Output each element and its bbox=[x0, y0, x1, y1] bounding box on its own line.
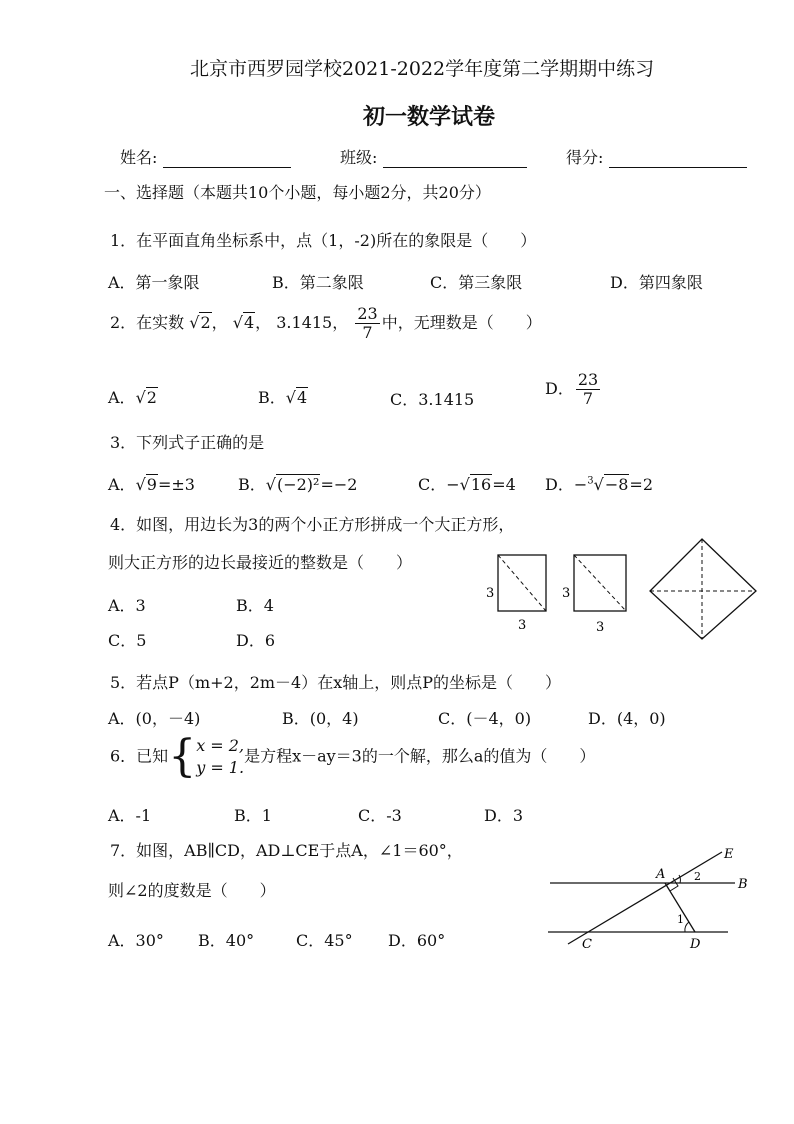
line-ce bbox=[568, 852, 722, 944]
name-blank bbox=[163, 149, 291, 168]
q5-option-d: D．(4，0) bbox=[588, 709, 666, 728]
q2-suffix: 中，无理数是（ ） bbox=[381, 313, 542, 332]
label-e: E bbox=[724, 847, 734, 862]
q4-side-label-2: 3 bbox=[518, 618, 527, 633]
q4-option-a: A．3 bbox=[108, 596, 146, 615]
q5-option-c: C．(－4，0) bbox=[438, 709, 532, 728]
q7-figure bbox=[540, 840, 780, 960]
q7-option-d: D．60° bbox=[388, 931, 446, 950]
small-square-2-diagonal bbox=[574, 555, 626, 611]
q7-line2: 则∠2的度数是（ ） bbox=[108, 881, 276, 900]
big-square bbox=[650, 539, 756, 639]
q5-stem: 5．若点P（m+2，2m－4）在x轴上，则点P的坐标是（ ） bbox=[110, 673, 562, 692]
q3-stem: 3．下列式子正确的是 bbox=[110, 433, 265, 452]
score-blank bbox=[609, 149, 747, 168]
label-c: C bbox=[582, 937, 592, 952]
class-field bbox=[340, 145, 527, 168]
q4-side-label-3: 3 bbox=[562, 586, 571, 601]
q3-option-d: D．−$^3$√−8=2 bbox=[545, 475, 654, 494]
q2-option-c: C．3.1415 bbox=[390, 390, 475, 409]
q1-stem: 1．在平面直角坐标系中，点（1，-2)所在的象限是（ ） bbox=[110, 231, 537, 250]
right-angle-mark bbox=[670, 878, 678, 891]
q6-stem bbox=[110, 731, 596, 782]
q6-option-d: D．3 bbox=[484, 806, 524, 825]
q3-option-b: B．√(−2)²=−2 bbox=[238, 475, 358, 494]
q6-option-c: C．-3 bbox=[358, 806, 402, 825]
q7-option-a: A．30° bbox=[108, 931, 164, 950]
exam-title: 初一数学试卷 bbox=[363, 104, 496, 130]
q2-sqrt-4: √4 bbox=[232, 313, 255, 332]
label-d: D bbox=[690, 937, 701, 952]
name-field bbox=[120, 145, 291, 168]
q7-option-c: C．45° bbox=[296, 931, 353, 950]
label-b: B bbox=[738, 877, 748, 892]
label-angle-1: 1 bbox=[677, 913, 684, 926]
q5-option-a: A．(0，－4) bbox=[108, 709, 201, 728]
small-square-1-diagonal bbox=[498, 555, 546, 611]
angle-1-arc bbox=[685, 922, 689, 932]
angle-2-arc bbox=[679, 875, 680, 883]
q6-prefix: 6．已知 bbox=[110, 746, 169, 766]
q3-option-a: A．√9=±3 bbox=[108, 475, 195, 494]
label-angle-2: 2 bbox=[694, 870, 701, 883]
q2-fraction: $\frac{23}{7}$ bbox=[357, 304, 378, 342]
label-a: A bbox=[656, 867, 666, 882]
q6-brace: { bbox=[168, 731, 197, 782]
q4-option-d: D．6 bbox=[236, 631, 276, 650]
q6-option-b: B．1 bbox=[234, 806, 272, 825]
section-heading: 一、选择题（本题共10个小题，每小题2分，共20分） bbox=[104, 183, 491, 202]
q4-line1: 4．如图，用边长为3的两个小正方形拼成一个大正方形， bbox=[110, 515, 515, 534]
q4-side-label-4: 3 bbox=[596, 620, 605, 635]
q4-option-c: C．5 bbox=[108, 631, 147, 650]
q1-option-c: C．第三象限 bbox=[430, 273, 523, 292]
score-field bbox=[566, 145, 747, 168]
q1-option-a: A．第一象限 bbox=[108, 273, 200, 292]
q2-option-d: D． $\frac{23}{7}$ bbox=[545, 370, 599, 408]
q2-sqrt-2: √2 bbox=[189, 313, 211, 332]
q2-option-b: B．√4 bbox=[258, 388, 308, 407]
school-line: 北京市西罗园学校2021-2022学年度第二学期期中练习 bbox=[190, 58, 655, 80]
q7-line1: 7．如图，AB∥CD，AD⊥CE于点A，∠1＝60°， bbox=[110, 841, 463, 860]
q2-option-a: A．√2 bbox=[108, 388, 157, 407]
q1-option-d: D．第四象限 bbox=[610, 273, 703, 292]
q6-suffix: 是方程x－ay＝3的一个解，那么a的值为（ ） bbox=[244, 746, 596, 766]
class-blank bbox=[383, 149, 527, 168]
q2-prefix: 2．在实数 bbox=[110, 313, 185, 332]
q4-line2: 则大正方形的边长最接近的整数是（ ） bbox=[108, 553, 413, 572]
class-label: 班级: bbox=[340, 148, 378, 167]
q2-decimal: 3.1415 bbox=[276, 313, 333, 332]
name-label: 姓名: bbox=[120, 148, 158, 167]
q4-option-b: B．4 bbox=[236, 596, 274, 615]
q3-option-c: C．−√16=4 bbox=[418, 475, 516, 494]
q4-side-label-1: 3 bbox=[486, 586, 495, 601]
q6-system: x = 2, y = 1. bbox=[196, 736, 245, 777]
q1-option-b: B．第二象限 bbox=[272, 273, 364, 292]
q2-stem: 2．在实数 √2， √4， 3.1415， $\frac{23}{7}$ 中，无理数是（ ） bbox=[110, 304, 542, 342]
q5-option-b: B．(0，4) bbox=[282, 709, 359, 728]
score-label: 得分: bbox=[566, 148, 604, 167]
q4-figure bbox=[480, 535, 780, 645]
q7-option-b: B．40° bbox=[198, 931, 255, 950]
q6-option-a: A．-1 bbox=[108, 806, 152, 825]
